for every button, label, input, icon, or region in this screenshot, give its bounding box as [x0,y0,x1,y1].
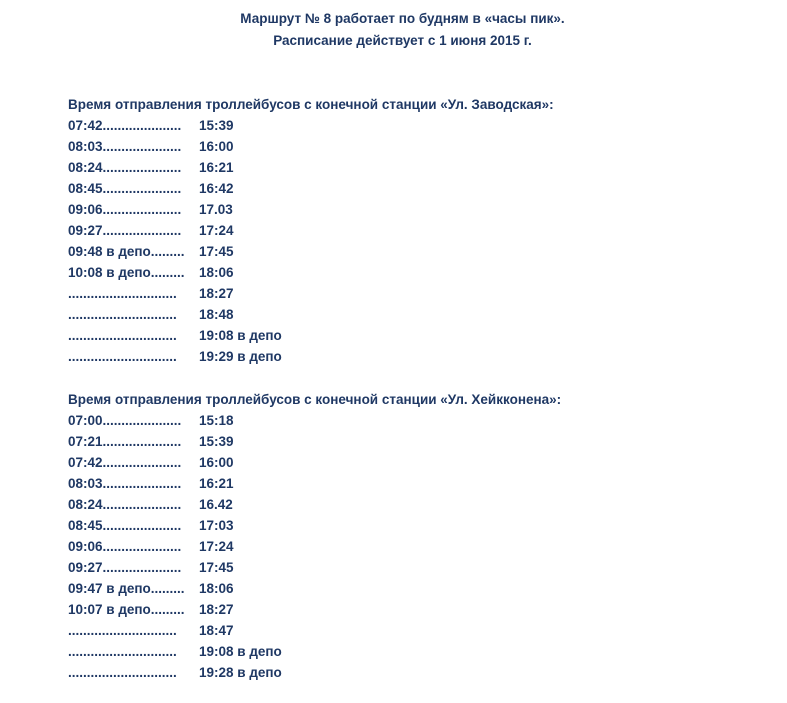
schedule-row [68,410,787,431]
morning-departure-time: 08:45..................... [68,518,182,533]
morning-departure-time: ............................. [68,623,177,638]
morning-departure-time: 08:24..................... [68,497,182,512]
evening-departure-time: 17:24 [199,539,234,554]
schedule-row [68,515,787,536]
morning-departure-time: 08:03..................... [68,139,182,154]
schedule-row [68,178,787,199]
schedule-row [68,346,787,367]
morning-departure-time: 08:03..................... [68,476,182,491]
evening-departure-time: 16:42 [199,181,234,196]
morning-departure-time: 09:27..................... [68,223,182,238]
schedule-row [68,620,787,641]
evening-departure-time: 19:08 в депо [199,328,282,343]
section-heikkonena-header: Время отправления троллейбусов с конечной станции «Ул. Хейкконена»: [68,392,562,407]
schedule-row [68,262,787,283]
evening-departure-time: 15:39 [199,118,234,133]
morning-departure-time: 09:47 в депо......... [68,581,185,596]
evening-departure-time: 16:21 [199,476,234,491]
schedule-row [68,241,787,262]
evening-departure-time: 18:47 [199,623,234,638]
morning-departure-time: 09:27..................... [68,560,182,575]
schedule-row [68,115,787,136]
morning-departure-time: ............................. [68,307,177,322]
evening-departure-time: 16.42 [199,497,233,512]
schedule-row [68,536,787,557]
morning-departure-time: ............................. [68,349,177,364]
morning-departure-time: ............................. [68,665,177,680]
morning-departure-time: 09:48 в депо......... [68,244,185,259]
schedule-row [68,304,787,325]
morning-departure-time: ............................. [68,328,177,343]
evening-departure-time: 16:00 [199,455,234,470]
schedule-row [68,325,787,346]
morning-departure-time: 07:00..................... [68,413,182,428]
evening-departure-time: 17.03 [199,202,233,217]
schedule-row [68,599,787,620]
evening-departure-time: 19:28 в депо [199,665,282,680]
title-line-1: Маршрут № 8 работает по будням в «часы пик». [240,11,565,26]
schedule-row [68,431,787,452]
morning-departure-time: 09:06..................... [68,202,182,217]
section-zavodskaya-header: Время отправления троллейбусов с конечной станции «Ул. Заводская»: [68,97,554,112]
evening-departure-time: 19:29 в депо [199,349,282,364]
evening-departure-time: 15:18 [199,413,234,428]
evening-departure-time: 17:03 [199,518,234,533]
morning-departure-time: 10:07 в депо......... [68,602,185,617]
evening-departure-time: 15:39 [199,434,234,449]
evening-departure-time: 16:00 [199,139,234,154]
schedule-row [68,641,787,662]
section-heikkonena [68,389,787,683]
schedule-row [68,199,787,220]
schedule-row [68,557,787,578]
title-line-2: Расписание действует с 1 июня 2015 г. [273,33,532,48]
schedule-row [68,220,787,241]
morning-departure-time: 08:45..................... [68,181,182,196]
morning-departure-time: 07:21..................... [68,434,182,449]
evening-departure-time: 18:27 [199,602,234,617]
schedule-row [68,494,787,515]
morning-departure-time: ............................. [68,644,177,659]
evening-departure-time: 18:06 [199,265,234,280]
morning-departure-time: ............................. [68,286,177,301]
schedule-row [68,283,787,304]
morning-departure-time: 09:06..................... [68,539,182,554]
morning-departure-time: 07:42..................... [68,118,182,133]
evening-departure-time: 17:24 [199,223,234,238]
schedule-row [68,578,787,599]
schedule-row [68,157,787,178]
evening-departure-time: 16:21 [199,160,234,175]
document-title [18,0,787,52]
evening-departure-time: 19:08 в депо [199,644,282,659]
morning-departure-time: 08:24..................... [68,160,182,175]
evening-departure-time: 18:27 [199,286,234,301]
schedule-row [68,662,787,683]
evening-departure-time: 17:45 [199,560,234,575]
zavodskaya-departure-rows [68,115,787,367]
schedule-row [68,136,787,157]
schedule-row [68,452,787,473]
section-zavodskaya [68,94,787,367]
evening-departure-time: 17:45 [199,244,234,259]
morning-departure-time: 10:08 в депо......... [68,265,185,280]
schedule-row [68,473,787,494]
heikkonena-departure-rows [68,410,787,683]
morning-departure-time: 07:42..................... [68,455,182,470]
evening-departure-time: 18:48 [199,307,234,322]
evening-departure-time: 18:06 [199,581,234,596]
